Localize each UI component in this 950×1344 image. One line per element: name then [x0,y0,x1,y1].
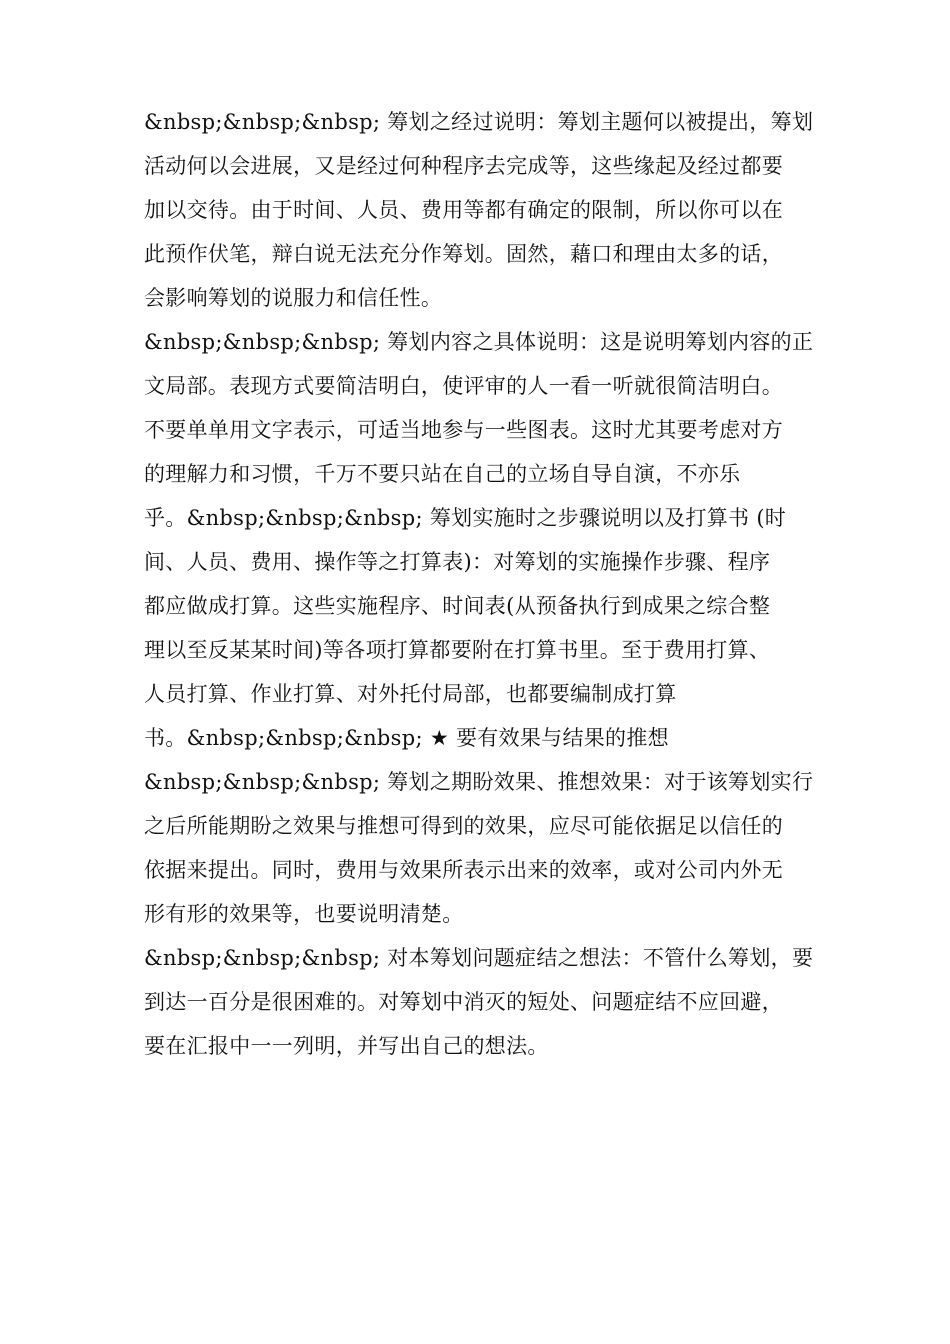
text-line: 之后所能期盼之效果与推想可得到的效果，应尽可能依据足以信任的 [144,814,783,838]
text-line: &nbsp;&nbsp;&nbsp; 筹划之经过说明：筹划主题何以被提出，筹划 [144,110,814,134]
text-line: 人员打算、作业打算、对外托付局部，也都要编制成打算 [144,682,677,706]
text-line: 依据来提出。同时，费用与效果所表示出来的效率，或对公司内外无 [144,858,783,882]
text-line: 文局部。表现方式要简洁明白，使评审的人一看一听就很简洁明白。 [144,374,783,398]
text-line: 不要单单用文字表示，可适当地参与一些图表。这时尤其要考虑对方 [144,418,783,442]
text-line: 加以交待。由于时间、人员、费用等都有确定的限制，所以你可以在 [144,198,783,222]
document-body [144,100,824,1068]
text-line: 此预作伏笔，辩白说无法充分作筹划。固然，藉口和理由太多的话， [144,242,783,266]
text-line: &nbsp;&nbsp;&nbsp; 对本筹划问题症结之想法：不管什么筹划，要 [144,946,814,970]
text-line: 到达一百分是很困难的。对筹划中消灭的短处、问题症结不应回避， [144,990,783,1014]
text-line: 活动何以会进展，又是经过何种程序去完成等，这些缘起及经过都要 [144,154,783,178]
text-line: 的理解力和习惯，千万不要只站在自己的立场自导自演，不亦乐 [144,462,741,486]
text-line: 都应做成打算。这些实施程序、时间表(从预备执行到成果之综合整 [144,594,771,618]
text-line: 间、人员、费用、操作等之打算表)：对筹划的实施操作步骤、程序 [144,550,771,574]
text-line: 理以至反某某时间)等各项打算都要附在打算书里。至于费用打算、 [144,638,771,662]
text-line: 乎。&nbsp;&nbsp;&nbsp; 筹划实施时之步骤说明以及打算书 (时 [144,506,787,530]
text-line: &nbsp;&nbsp;&nbsp; 筹划内容之具体说明：这是说明筹划内容的正 [144,330,814,354]
text-line: 要在汇报中一一列明，并写出自己的想法。 [144,1034,549,1058]
text-line: 形有形的效果等，也要说明清楚。 [144,902,464,926]
text-line: 书。&nbsp;&nbsp;&nbsp; ★ 要有效果与结果的推想 [144,726,669,750]
text-line: 会影响筹划的说服力和信任性。 [144,286,443,310]
text-line: &nbsp;&nbsp;&nbsp; 筹划之期盼效果、推想效果：对于该筹划实行 [144,770,814,794]
